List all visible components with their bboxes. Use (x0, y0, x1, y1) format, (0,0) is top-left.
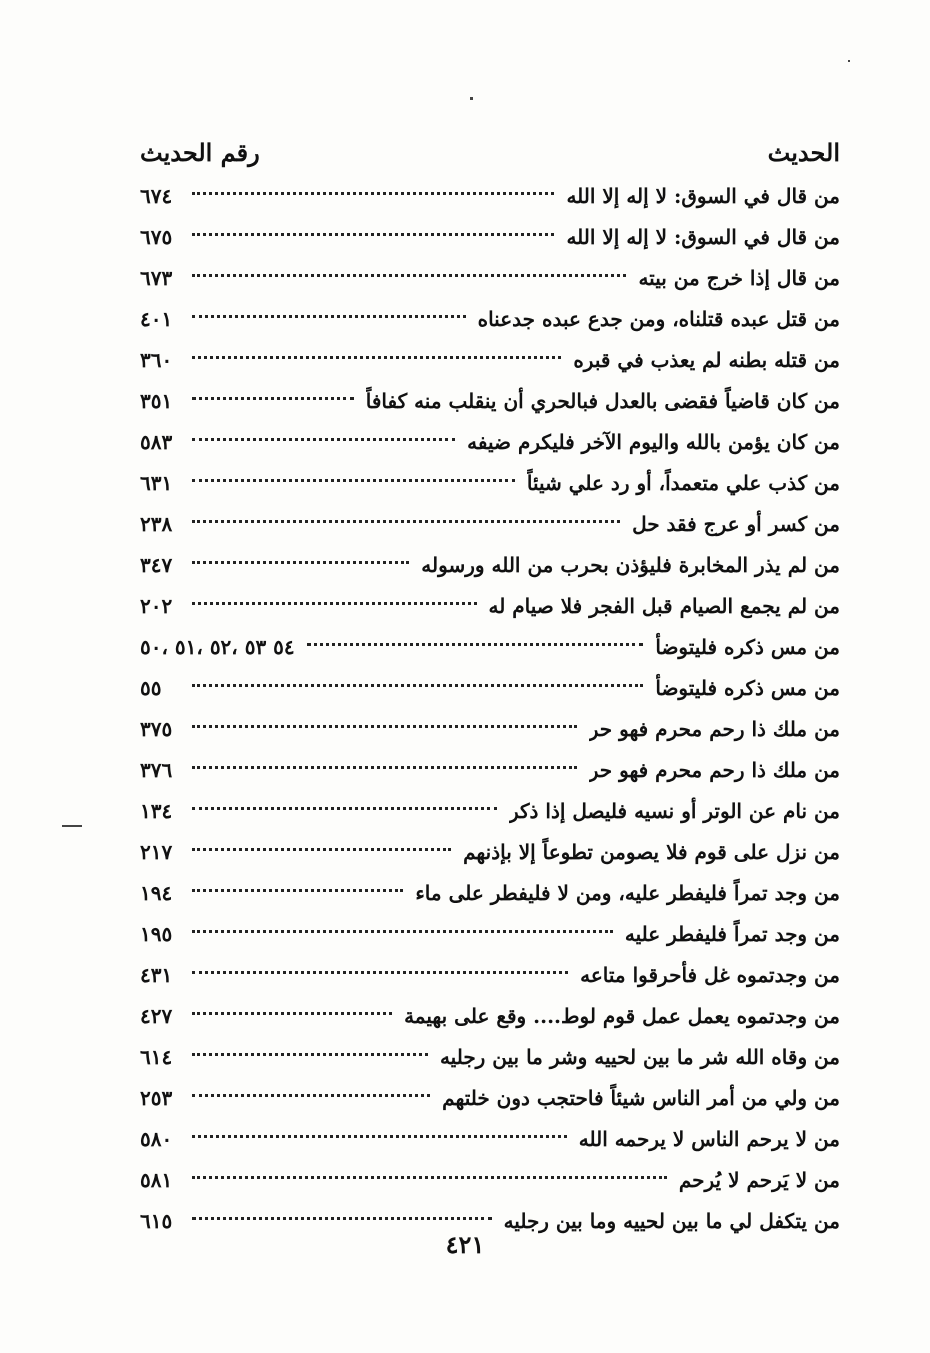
hadith-text: من قال في السوق: لا إله إلا الله (566, 225, 840, 249)
index-entry (140, 1037, 840, 1078)
dot-leader (192, 356, 561, 359)
hadith-number: ٦١٥ (140, 1209, 173, 1233)
hadith-text: من لم يجمع الصيام قبل الفجر فلا صيام له (488, 594, 840, 618)
dot-leader (192, 397, 354, 400)
index-entry (140, 340, 840, 381)
hadith-number: ١٩٥ (140, 922, 173, 946)
index-entry (140, 1160, 840, 1201)
hadith-number: ٢٥٣ (140, 1086, 173, 1110)
index-entry (140, 381, 840, 422)
hadith-number: ٦٧٣ (140, 266, 173, 290)
index-entry (140, 422, 840, 463)
hadith-text: من ولي من أمر الناس شيئاً فاحتجب دون خلتهم (442, 1086, 840, 1110)
index-entry (140, 258, 840, 299)
hadith-number: ٦٧٥ (140, 225, 173, 249)
index-entry (140, 996, 840, 1037)
hadith-text: من مس ذكره فليتوضأ (655, 676, 840, 700)
dot-leader (192, 889, 403, 892)
dot-leader (192, 1012, 392, 1015)
index-entry (140, 668, 840, 709)
hadith-number: ٦٧٤ (140, 184, 173, 208)
hadith-text: من وقاه الله شر ما بين لحييه وشر ما بين رجليه (439, 1045, 840, 1069)
hadith-text: من قال في السوق: لا إله إلا الله (566, 184, 840, 208)
hadith-index-list (140, 176, 840, 1242)
hadith-number: ٦١٤ (140, 1045, 173, 1069)
dot-leader (192, 848, 451, 851)
hadith-number: ٣٥١ (140, 389, 173, 413)
index-entry (140, 955, 840, 996)
dot-leader (192, 725, 577, 728)
index-header (140, 130, 840, 176)
hadith-number: ٢٣٨ (140, 512, 173, 536)
dot-leader (192, 1176, 667, 1179)
hadith-number: ١٩٤ (140, 881, 173, 905)
index-entry (140, 1119, 840, 1160)
hadith-text: من لم يذر المخابرة فليؤذن بحرب من الله ورسوله (421, 553, 840, 577)
hadith-text: من قال إذا خرج من بيته (638, 266, 840, 290)
hadith-text: من لا يَرحم لا يُرحم (678, 1168, 840, 1192)
index-entry (140, 176, 840, 217)
hadith-text: من كذب علي متعمداً، أو رد علي شيئاً (526, 471, 840, 495)
dot-leader (192, 1217, 492, 1220)
hadith-number-column-heading: رقم الحديث (140, 138, 260, 167)
dot-leader (192, 315, 466, 318)
index-entry (140, 709, 840, 750)
hadith-text: من كان يؤمن بالله واليوم الآخر فليكرم ضيفه (467, 430, 840, 454)
hadith-number: ٣٧٦ (140, 758, 173, 782)
index-entry (140, 914, 840, 955)
scan-speck (470, 97, 473, 100)
hadith-number: ٢١٧ (140, 840, 173, 864)
dot-leader (192, 766, 577, 769)
dot-leader (192, 233, 554, 236)
page-number: ٤٢١ (445, 1230, 485, 1259)
index-entry (140, 463, 840, 504)
hadith-column-heading: الحديث (767, 138, 840, 167)
hadith-number: ٥٥ (140, 676, 162, 700)
dot-leader (192, 479, 515, 482)
hadith-text: من لا يرحم الناس لا يرحمه الله (578, 1127, 840, 1151)
hadith-number: ٥٨١ (140, 1168, 173, 1192)
hadith-number: ٤٢٧ (140, 1004, 173, 1028)
dot-leader (192, 274, 626, 277)
dot-leader (192, 1135, 567, 1138)
index-entry (140, 217, 840, 258)
hadith-text: من قتل عبده قتلناه، ومن جدع عبده جدعناه (477, 307, 840, 331)
index-entry (140, 299, 840, 340)
index-entry (140, 1078, 840, 1119)
index-entry (140, 750, 840, 791)
hadith-number: ٣٤٧ (140, 553, 173, 577)
hadith-number: ٥٨٠ (140, 1127, 173, 1151)
dot-leader (192, 192, 554, 195)
hadith-text: من نزل على قوم فلا يصومن تطوعاً إلا بإذنهم (463, 840, 840, 864)
dot-leader (192, 684, 643, 687)
hadith-text: من وجدتموه غل فأحرقوا متاعه (580, 963, 840, 987)
index-entry (140, 873, 840, 914)
index-entry (140, 545, 840, 586)
hadith-text: من قتله بطنه لم يعذب في قبره (573, 348, 840, 372)
document-page (140, 130, 840, 1233)
hadith-number: ١٣٤ (140, 799, 173, 823)
hadith-text: من ملك ذا رحم محرم فهو حر (588, 717, 840, 741)
hadith-text: من ملك ذا رحم محرم فهو حر (588, 758, 840, 782)
dot-leader (192, 807, 497, 810)
dot-leader (192, 561, 409, 564)
index-entry (140, 586, 840, 627)
dot-leader (192, 1094, 430, 1097)
hadith-text: من وجدتموه يعمل عمل قوم لوط.... وقع على بهيمة (404, 1004, 840, 1028)
dot-leader (192, 930, 613, 933)
index-entry (140, 627, 840, 668)
dot-leader (192, 520, 620, 523)
hadith-number: ٣٦٠ (140, 348, 173, 372)
dot-leader (192, 438, 455, 441)
dot-leader (192, 602, 477, 605)
hadith-text: من مس ذكره فليتوضأ (655, 635, 840, 659)
hadith-number: ٢٠٢ (140, 594, 173, 618)
hadith-text: من وجد تمراً فليفطر عليه (624, 922, 840, 946)
hadith-text: من كسر أو عرج فقد حل (632, 512, 840, 536)
hadith-text: من وجد تمراً فليفطر عليه، ومن لا فليفطر على ماء (415, 881, 840, 905)
index-entry (140, 832, 840, 873)
scan-speck (62, 825, 82, 827)
hadith-text: من كان قاضياً فقضى بالعدل فبالحري أن ينقلب منه كفافاً (365, 389, 840, 413)
hadith-number: ٤٣١ (140, 963, 173, 987)
dot-leader (307, 643, 644, 646)
dot-leader (192, 1053, 428, 1056)
index-entry (140, 504, 840, 545)
hadith-number: ٣٧٥ (140, 717, 173, 741)
dot-leader (192, 971, 568, 974)
hadith-number: ٥٨٣ (140, 430, 173, 454)
hadith-number: ٤٠١ (140, 307, 173, 331)
scan-speck (848, 60, 850, 62)
hadith-text: من نام عن الوتر أو نسيه فليصل إذا ذكر (509, 799, 840, 823)
hadith-number: ٦٣١ (140, 471, 173, 495)
hadith-text: من يتكفل لي ما بين لحييه وما بين رجليه (503, 1209, 840, 1233)
index-entry (140, 791, 840, 832)
hadith-number: ٥٤ ٥٣ ،٥٢ ،٥١ ،٥٠ (140, 635, 295, 659)
